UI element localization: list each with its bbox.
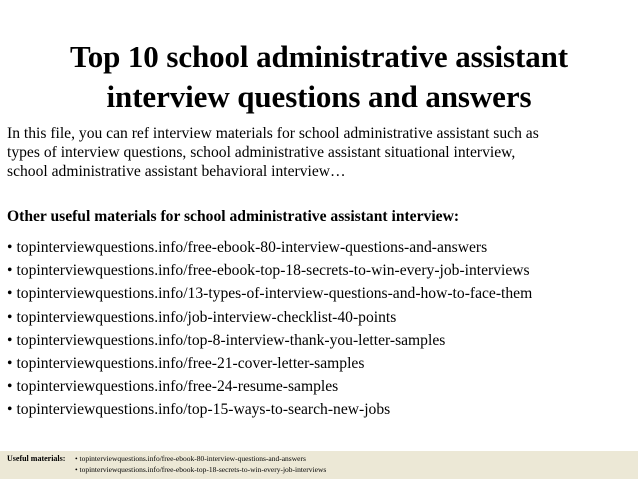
materials-subheading: Other useful materials for school administrative assistant interview:	[7, 208, 460, 225]
list-item[interactable]	[7, 306, 532, 329]
bullet-icon: •	[7, 285, 13, 303]
link-text[interactable]: topinterviewquestions.info/job-interview-checklist-40-points	[16, 308, 397, 326]
footer-label: Useful materials:	[7, 454, 66, 463]
link-text[interactable]: topinterviewquestions.info/top-15-ways-to-search-new-jobs	[16, 401, 391, 419]
intro-line-2: types of interview questions, school administrative assistant situational interview,	[7, 144, 516, 161]
bullet-icon: •	[7, 378, 13, 396]
link-text[interactable]: topinterviewquestions.info/free-24-resume-samples	[16, 378, 339, 396]
list-item[interactable]	[7, 329, 532, 352]
title-line-2: interview questions and answers	[106, 79, 532, 114]
list-item[interactable]	[7, 398, 532, 421]
footer-link-list	[75, 453, 326, 475]
list-item[interactable]	[7, 282, 532, 305]
link-text[interactable]: topinterviewquestions.info/top-8-interview-thank-you-letter-samples	[16, 331, 446, 349]
bullet-icon: •	[7, 239, 13, 256]
link-text[interactable]: topinterviewquestions.info/free-21-cover-letter-samples	[16, 354, 365, 372]
page-title	[0, 37, 638, 117]
intro-line-1: In this file, you can ref interview materials for school administrative assistant such as	[7, 125, 539, 142]
bullet-icon: •	[7, 401, 13, 419]
bullet-icon: •	[7, 308, 13, 326]
list-item[interactable]	[7, 352, 532, 375]
intro-paragraph	[7, 124, 633, 181]
title-line-1: Top 10 school administrative assistant	[69, 39, 568, 74]
intro-line-3: school administrative assistant behavioral interview…	[7, 163, 346, 180]
footer-link[interactable]: • topinterviewquestions.info/free-ebook-top-18-secrets-to-win-every-job-interviews	[75, 465, 327, 474]
bullet-icon: •	[7, 354, 13, 372]
link-text[interactable]: topinterviewquestions.info/free-ebook-80-interview-questions-and-answers	[16, 239, 488, 256]
list-item[interactable]	[7, 375, 532, 398]
link-text[interactable]: topinterviewquestions.info/13-types-of-interview-questions-and-how-to-face-them	[16, 285, 533, 303]
bullet-icon: •	[7, 262, 13, 280]
bullet-icon: •	[7, 331, 13, 349]
list-item[interactable]	[7, 236, 532, 259]
link-text[interactable]: topinterviewquestions.info/free-ebook-top-18-secrets-to-win-every-job-interviews	[16, 262, 530, 280]
materials-link-list	[7, 236, 532, 422]
footer-bar	[0, 451, 638, 479]
footer-link[interactable]: • topinterviewquestions.info/free-ebook-80-interview-questions-and-answers	[75, 454, 306, 463]
list-item[interactable]	[7, 259, 532, 282]
